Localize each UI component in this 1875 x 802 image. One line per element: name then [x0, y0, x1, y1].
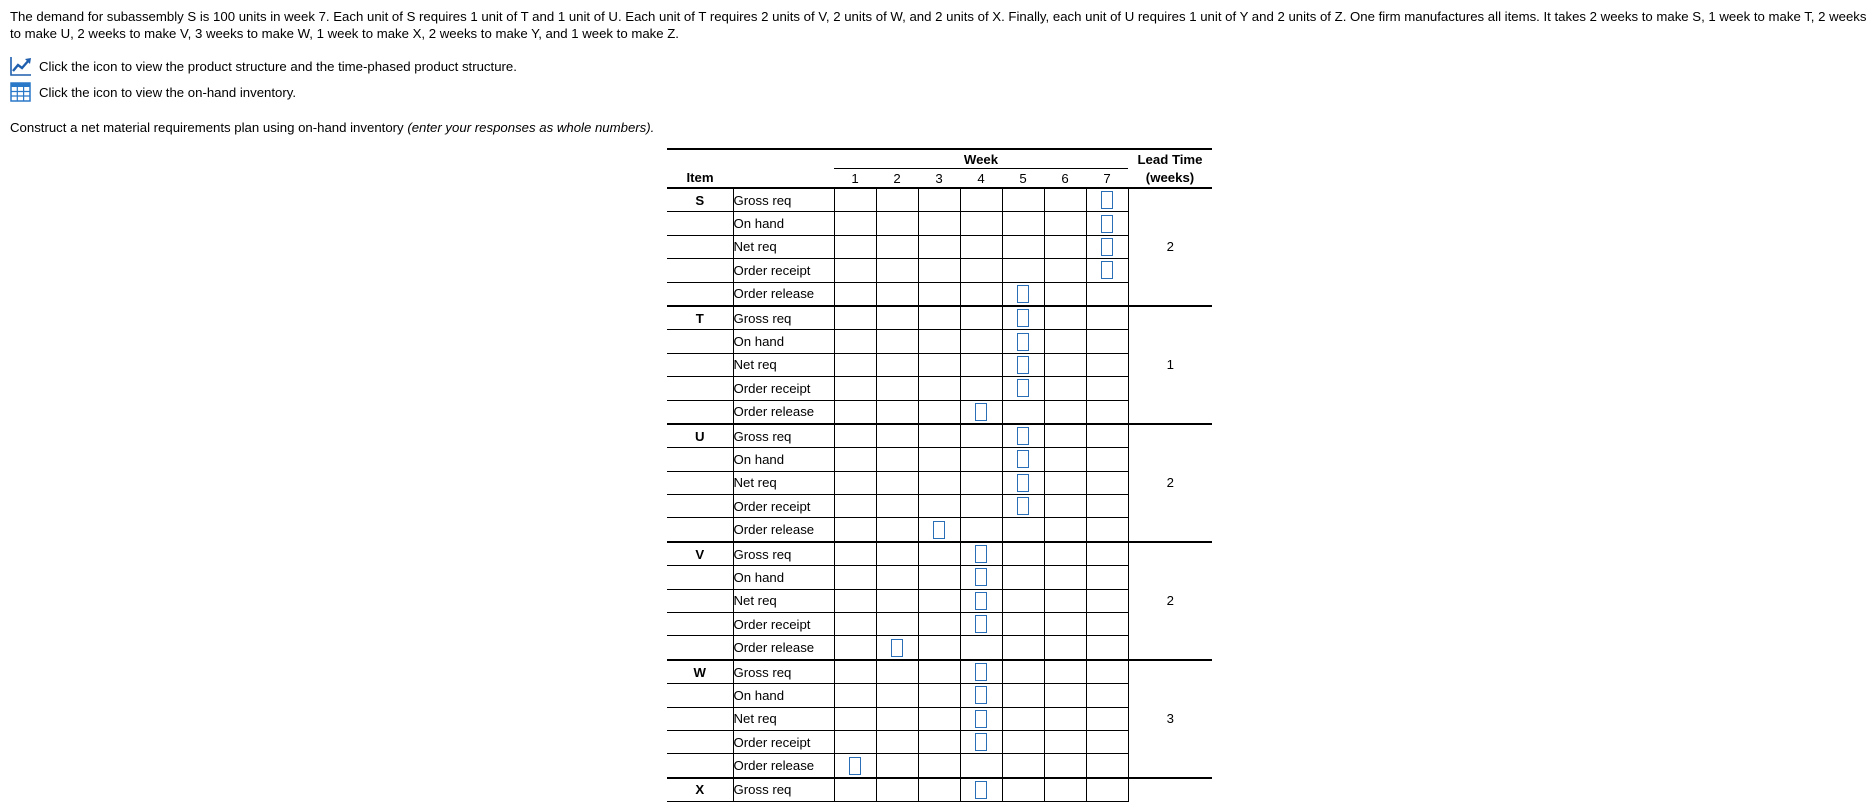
- week-cell: [1044, 730, 1086, 753]
- answer-input[interactable]: [1017, 309, 1029, 327]
- week-cell: [1044, 377, 1086, 400]
- week-cell: [918, 448, 960, 471]
- answer-input[interactable]: [1017, 497, 1029, 515]
- week-number: 6: [1044, 169, 1086, 189]
- week-cell: [1086, 259, 1128, 282]
- row-label: Order release: [733, 400, 834, 424]
- week-cell: [876, 259, 918, 282]
- week-cell: [960, 259, 1002, 282]
- week-cell: [1044, 259, 1086, 282]
- week-cell: [1044, 495, 1086, 518]
- week-cell: [918, 495, 960, 518]
- week-cell: [1002, 188, 1044, 212]
- week-cell: [960, 566, 1002, 589]
- week-cell: [876, 566, 918, 589]
- week-cell: [918, 400, 960, 424]
- week-cell: [960, 448, 1002, 471]
- answer-input[interactable]: [975, 663, 987, 681]
- week-cell: [834, 613, 876, 636]
- item-name: V: [667, 542, 733, 566]
- row-label: Gross req: [733, 306, 834, 330]
- row-label: Order release: [733, 754, 834, 778]
- item-blank: [667, 495, 733, 518]
- week-cell: [876, 471, 918, 494]
- week-cell: [1044, 400, 1086, 424]
- week-cell: [1002, 353, 1044, 376]
- week-cell: [1002, 754, 1044, 778]
- row-label: Order release: [733, 282, 834, 306]
- on-hand-inventory-link-text[interactable]: Click the icon to view the on-hand inventory.: [39, 84, 297, 100]
- week-cell: [918, 424, 960, 448]
- week-cell: [918, 542, 960, 566]
- row-label: Gross req: [733, 542, 834, 566]
- week-cell: [1086, 542, 1128, 566]
- answer-input[interactable]: [1101, 238, 1113, 256]
- week-cell: [918, 188, 960, 212]
- week-number: 3: [918, 169, 960, 189]
- week-cell: [1002, 448, 1044, 471]
- week-cell: [1086, 730, 1128, 753]
- week-cell: [960, 306, 1002, 330]
- lead-time-value: 2: [1128, 188, 1212, 306]
- lead-time-unit-header: (weeks): [1128, 169, 1212, 189]
- week-cell: [960, 424, 1002, 448]
- mrp-row-t: [667, 306, 1212, 330]
- mrp-table: [667, 148, 1212, 802]
- item-blank: [667, 259, 733, 282]
- week-cell: [1086, 377, 1128, 400]
- row-label: Net req: [733, 471, 834, 494]
- mrp-row-s: [667, 188, 1212, 212]
- week-cell: [876, 306, 918, 330]
- week-cell: [918, 730, 960, 753]
- week-cell: [960, 400, 1002, 424]
- header-blank: [667, 149, 834, 169]
- week-cell: [1002, 778, 1044, 802]
- week-cell: [1086, 306, 1128, 330]
- week-cell: [1086, 212, 1128, 235]
- mrp-row-u: [667, 424, 1212, 448]
- week-cell: [834, 589, 876, 612]
- week-cell: [918, 589, 960, 612]
- week-cell: [1044, 235, 1086, 258]
- week-cell: [1044, 636, 1086, 660]
- week-cell: [1086, 518, 1128, 542]
- week-cell: [1044, 424, 1086, 448]
- row-label: Order receipt: [733, 259, 834, 282]
- week-cell: [876, 542, 918, 566]
- week-cell: [918, 754, 960, 778]
- problem-statement: The demand for subassembly S is 100 units in week 7. Each unit of S requires 1 unit of T and 1 unit of U. Each unit of T requires 2 units of V, 2 units of W, and 2 units of X. Finally, each unit of U requires 1 unit of Y and 2 units of Z. One firm manufactures all items. It takes 2 weeks to make S, 1 week to make T, 2 weeks to make U, 2 weeks to make V, 3 weeks to make W, 1 week to make X, 2 weeks to make Y, and 1 week to make Z.: [10, 9, 1867, 41]
- week-cell: [1044, 566, 1086, 589]
- week-cell: [1086, 589, 1128, 612]
- week-cell: [918, 353, 960, 376]
- week-cell: [1044, 448, 1086, 471]
- week-cell: [1086, 566, 1128, 589]
- answer-input[interactable]: [1101, 261, 1113, 279]
- week-cell: [876, 282, 918, 306]
- week-cell: [876, 448, 918, 471]
- week-cell: [876, 353, 918, 376]
- week-cell: [1002, 495, 1044, 518]
- week-cell: [1086, 353, 1128, 376]
- answer-input[interactable]: [975, 615, 987, 633]
- row-label: Net req: [733, 707, 834, 730]
- week-cell: [1002, 330, 1044, 353]
- week-cell: [918, 660, 960, 684]
- week-cell: [1002, 660, 1044, 684]
- week-cell: [1044, 518, 1086, 542]
- week-cell: [1086, 282, 1128, 306]
- lead-time-value: 2: [1128, 542, 1212, 660]
- week-cell: [1086, 448, 1128, 471]
- row-label: Gross req: [733, 660, 834, 684]
- item-blank: [667, 212, 733, 235]
- item-blank: [667, 353, 733, 376]
- week-cell: [918, 282, 960, 306]
- item-blank: [667, 707, 733, 730]
- week-cell: [960, 188, 1002, 212]
- row-label: On hand: [733, 684, 834, 707]
- week-cell: [834, 518, 876, 542]
- row-label: Order receipt: [733, 377, 834, 400]
- week-cell: [876, 330, 918, 353]
- week-cell: [1044, 684, 1086, 707]
- week-cell: [1086, 707, 1128, 730]
- week-cell: [918, 259, 960, 282]
- week-cell: [960, 330, 1002, 353]
- week-cell: [918, 518, 960, 542]
- week-cell: [918, 471, 960, 494]
- week-cell: [834, 235, 876, 258]
- week-cell: [1044, 542, 1086, 566]
- item-blank: [667, 684, 733, 707]
- week-cell: [1044, 306, 1086, 330]
- week-cell: [1044, 282, 1086, 306]
- row-label: On hand: [733, 566, 834, 589]
- item-blank: [667, 589, 733, 612]
- week-cell: [918, 330, 960, 353]
- week-cell: [1086, 660, 1128, 684]
- week-cell: [1086, 424, 1128, 448]
- week-cell: [960, 212, 1002, 235]
- week-cell: [1086, 471, 1128, 494]
- week-cell: [834, 730, 876, 753]
- week-cell: [876, 235, 918, 258]
- week-cell: [834, 754, 876, 778]
- week-cell: [834, 542, 876, 566]
- row-label: Net req: [733, 235, 834, 258]
- answer-input[interactable]: [891, 639, 903, 657]
- item-name: T: [667, 306, 733, 330]
- week-cell: [1044, 707, 1086, 730]
- row-label: Gross req: [733, 424, 834, 448]
- week-cell: [1086, 495, 1128, 518]
- week-cell: [1044, 613, 1086, 636]
- week-cell: [960, 684, 1002, 707]
- item-blank: [667, 330, 733, 353]
- week-cell: [1002, 707, 1044, 730]
- week-cell: [1044, 660, 1086, 684]
- row-label: Net req: [733, 589, 834, 612]
- week-cell: [834, 282, 876, 306]
- answer-input[interactable]: [975, 781, 987, 799]
- week-cell: [876, 495, 918, 518]
- week-cell: [960, 542, 1002, 566]
- mrp-row-x: [667, 778, 1212, 802]
- week-cell: [834, 424, 876, 448]
- week-number: 2: [876, 169, 918, 189]
- week-cell: [834, 566, 876, 589]
- week-cell: [1086, 778, 1128, 802]
- week-cell: [876, 212, 918, 235]
- week-cell: [876, 778, 918, 802]
- week-cell: [1002, 259, 1044, 282]
- item-name: S: [667, 188, 733, 212]
- week-cell: [834, 660, 876, 684]
- week-cell: [834, 330, 876, 353]
- week-cell: [918, 778, 960, 802]
- week-cell: [1002, 235, 1044, 258]
- week-cell: [1002, 518, 1044, 542]
- answer-input[interactable]: [1017, 474, 1029, 492]
- week-cell: [960, 353, 1002, 376]
- week-cell: [960, 471, 1002, 494]
- instruction: [10, 120, 654, 135]
- item-blank: [667, 613, 733, 636]
- week-cell: [1002, 542, 1044, 566]
- week-cell: [1044, 212, 1086, 235]
- week-cell: [960, 235, 1002, 258]
- week-cell: [876, 613, 918, 636]
- item-blank: [667, 518, 733, 542]
- week-cell: [1086, 400, 1128, 424]
- week-cell: [1002, 471, 1044, 494]
- week-number: 1: [834, 169, 876, 189]
- row-label: Order release: [733, 518, 834, 542]
- week-number: 7: [1086, 169, 1128, 189]
- week-cell: [834, 259, 876, 282]
- week-cell: [1002, 212, 1044, 235]
- instruction-hint: (enter your responses as whole numbers).: [407, 120, 655, 135]
- week-cell: [1002, 377, 1044, 400]
- chart-line-icon[interactable]: [10, 56, 32, 76]
- answer-input[interactable]: [975, 592, 987, 610]
- week-cell: [960, 754, 1002, 778]
- week-cell: [918, 212, 960, 235]
- row-label: Net req: [733, 353, 834, 376]
- week-cell: [1044, 754, 1086, 778]
- week-cell: [1002, 613, 1044, 636]
- week-cell: [1086, 636, 1128, 660]
- week-cell: [876, 636, 918, 660]
- week-cell: [1086, 613, 1128, 636]
- product-structure-link-text[interactable]: Click the icon to view the product structure and the time-phased product structure.: [39, 58, 517, 74]
- item-blank: [667, 730, 733, 753]
- week-cell: [834, 684, 876, 707]
- row-label: On hand: [733, 448, 834, 471]
- week-cell: [1002, 424, 1044, 448]
- week-cell: [918, 377, 960, 400]
- week-cell: [1044, 589, 1086, 612]
- week-cell: [918, 235, 960, 258]
- week-cell: [960, 282, 1002, 306]
- week-cell: [876, 730, 918, 753]
- week-cell: [834, 778, 876, 802]
- week-cell: [960, 707, 1002, 730]
- week-cell: [876, 707, 918, 730]
- row-label: Gross req: [733, 778, 834, 802]
- week-cell: [1086, 330, 1128, 353]
- lead-time-value: 2: [1128, 424, 1212, 542]
- answer-input[interactable]: [975, 403, 987, 421]
- week-cell: [1002, 636, 1044, 660]
- week-cell: [960, 778, 1002, 802]
- week-cell: [876, 400, 918, 424]
- row-label: Gross req: [733, 188, 834, 212]
- answer-input[interactable]: [1017, 379, 1029, 397]
- week-cell: [834, 353, 876, 376]
- week-cell: [960, 730, 1002, 753]
- week-number: 4: [960, 169, 1002, 189]
- week-header: Week: [834, 149, 1128, 169]
- week-cell: [834, 377, 876, 400]
- week-cell: [834, 212, 876, 235]
- answer-input[interactable]: [975, 686, 987, 704]
- week-cell: [876, 660, 918, 684]
- week-cell: [960, 495, 1002, 518]
- item-blank: [667, 754, 733, 778]
- row-label: On hand: [733, 330, 834, 353]
- item-blank: [667, 400, 733, 424]
- product-structure-link[interactable]: [10, 56, 517, 76]
- item-name: X: [667, 778, 733, 802]
- week-cell: [1002, 684, 1044, 707]
- week-cell: [1002, 589, 1044, 612]
- row-label: Order release: [733, 636, 834, 660]
- week-cell: [1086, 188, 1128, 212]
- answer-input[interactable]: [1101, 191, 1113, 209]
- week-cell: [960, 660, 1002, 684]
- week-cell: [918, 613, 960, 636]
- week-cell: [960, 589, 1002, 612]
- row-label: Order receipt: [733, 495, 834, 518]
- row-label: On hand: [733, 212, 834, 235]
- week-cell: [1044, 778, 1086, 802]
- item-blank: [667, 377, 733, 400]
- week-cell: [1044, 471, 1086, 494]
- week-cell: [876, 589, 918, 612]
- week-cell: [834, 188, 876, 212]
- week-cell: [918, 636, 960, 660]
- row-label: Order receipt: [733, 730, 834, 753]
- lead-time-header: Lead Time: [1128, 149, 1212, 169]
- item-header: Item: [667, 169, 733, 189]
- week-cell: [834, 400, 876, 424]
- answer-input[interactable]: [975, 733, 987, 751]
- week-cell: [960, 377, 1002, 400]
- week-cell: [834, 707, 876, 730]
- week-cell: [834, 448, 876, 471]
- lead-time-value: [1128, 778, 1212, 802]
- week-cell: [876, 377, 918, 400]
- week-cell: [960, 613, 1002, 636]
- week-cell: [834, 495, 876, 518]
- week-cell: [834, 471, 876, 494]
- answer-input[interactable]: [975, 710, 987, 728]
- week-cell: [918, 684, 960, 707]
- answer-input[interactable]: [975, 545, 987, 563]
- week-cell: [876, 518, 918, 542]
- week-cell: [1044, 353, 1086, 376]
- week-cell: [876, 684, 918, 707]
- week-cell: [918, 306, 960, 330]
- week-cell: [834, 306, 876, 330]
- item-blank: [667, 566, 733, 589]
- answer-input[interactable]: [1017, 285, 1029, 303]
- lead-time-value: 1: [1128, 306, 1212, 424]
- week-cell: [876, 754, 918, 778]
- item-blank: [667, 471, 733, 494]
- item-blank: [667, 448, 733, 471]
- item-blank: [667, 235, 733, 258]
- table-grid-icon[interactable]: [10, 82, 32, 102]
- week-cell: [1002, 566, 1044, 589]
- week-cell: [876, 424, 918, 448]
- answer-input[interactable]: [849, 757, 861, 775]
- item-name: U: [667, 424, 733, 448]
- week-cell: [1002, 400, 1044, 424]
- week-cell: [960, 636, 1002, 660]
- answer-input[interactable]: [975, 568, 987, 586]
- row-label: Order receipt: [733, 613, 834, 636]
- instruction-main: Construct a net material requirements plan using on-hand inventory: [10, 120, 408, 135]
- week-cell: [1002, 306, 1044, 330]
- week-cell: [876, 188, 918, 212]
- week-cell: [918, 707, 960, 730]
- week-number: 5: [1002, 169, 1044, 189]
- mrp-row-v: [667, 542, 1212, 566]
- week-cell: [1002, 282, 1044, 306]
- week-cell: [1086, 235, 1128, 258]
- item-blank: [667, 282, 733, 306]
- answer-input[interactable]: [1017, 333, 1029, 351]
- answer-input[interactable]: [1017, 450, 1029, 468]
- answer-input[interactable]: [1101, 215, 1113, 233]
- week-cell: [918, 566, 960, 589]
- week-cell: [1086, 754, 1128, 778]
- week-cell: [1002, 730, 1044, 753]
- week-cell: [834, 636, 876, 660]
- week-cell: [1086, 684, 1128, 707]
- mrp-row-w: [667, 660, 1212, 684]
- answer-input[interactable]: [933, 521, 945, 539]
- label-header: [733, 169, 834, 189]
- item-blank: [667, 636, 733, 660]
- lead-time-value: 3: [1128, 660, 1212, 778]
- week-cell: [1044, 330, 1086, 353]
- week-cell: [960, 518, 1002, 542]
- item-name: W: [667, 660, 733, 684]
- week-cell: [1044, 188, 1086, 212]
- on-hand-inventory-link[interactable]: [10, 82, 296, 102]
- answer-input[interactable]: [1017, 427, 1029, 445]
- answer-input[interactable]: [1017, 356, 1029, 374]
- mrp-body: [667, 188, 1212, 802]
